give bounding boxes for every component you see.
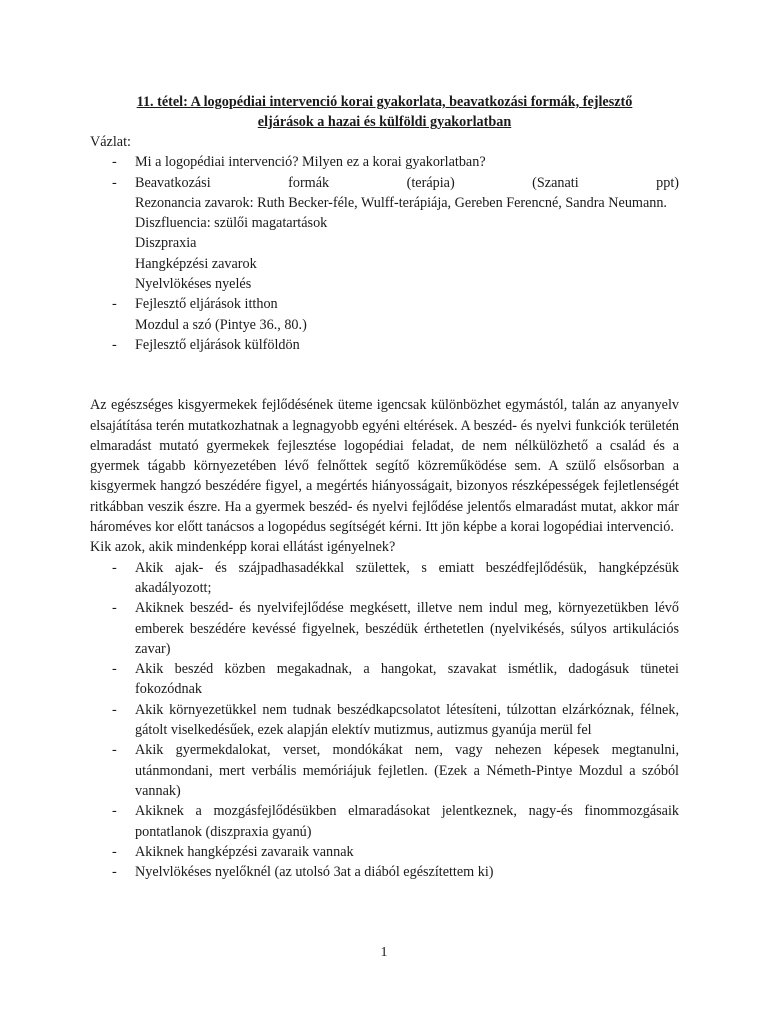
outline-subitem: Mozdul a szó (Pintye 36., 80.) (135, 316, 307, 333)
list-item: - Nyelvlökéses nyelőknél (az utolsó 3at a diából egészítettem ki) (90, 862, 679, 882)
body-paragraph: Az egészséges kisgyermekek fejlődésének üteme igencsak különbözhet egymástól, talán az anyanyelv elsajátítása terén mutatkozhatnak a legnagyobb egyéni eltérések. A beszéd- és nyelvi funkciók területén elmaradást mutató gyermekek fejlesztése logopédiai feladat, de nem nélkülözhető a család és a gyermek tágabb környezetében lévő felnőttek segítő közreműködése sem. A szülő elsősorban a kisgyermek hangzó beszédére figyel, a megértés hiányosságait, bizonyos részképességek fejletlenségét ritkábban veszik észre. Ha a gyermek beszéd- és nyelvi fejlődése jelentős elmaradást mutat, akkor már hároméves kor előtt tanácsos a logopédus segítségét kérni. Itt jön képbe a korai logopédiai intervenció. (90, 397, 679, 536)
outline-list (90, 152, 679, 355)
title-line-1: 11. tétel: A logopédiai intervenció korai gyakorlata, beavatkozási formák, fejlesztő (136, 94, 633, 110)
list-item: - Akik beszéd közben megakadnak, a hangokat, szavakat ismétlik, dadogásuk tünetei fokozódnak (90, 659, 679, 700)
list-item: - Akiknek hangképzési zavaraik vannak (90, 842, 679, 862)
outline-item (90, 294, 679, 335)
document-title (90, 92, 679, 132)
question-line: Kik azok, akik mindenképp korai ellátást igényelnek? (90, 539, 396, 556)
outline-word: Beavatkozási (135, 174, 211, 191)
outline-item (90, 335, 679, 355)
outline-heading: Vázlat: (90, 134, 131, 150)
outline-subitem: Rezonancia zavarok: Ruth Becker-féle, Wulff-terápiája, Gereben Ferencné, Sandra Neumann. (135, 194, 667, 211)
outline-item-text (135, 173, 679, 193)
early-care-list (90, 558, 679, 883)
outline-word: ppt) (656, 174, 680, 191)
blank-line (90, 355, 679, 375)
outline-subitem: Nyelvlökéses nyelés (135, 276, 252, 293)
outline-subitem: Hangképzési zavarok (135, 255, 257, 272)
outline-item-text: Mi a logopédiai intervenció? Milyen ez a korai gyakorlatban? (135, 154, 486, 171)
list-item: - Akiknek a mozgásfejlődésükben elmaradásokat jelentkeznek, nagy-és finommozgásaik pontatlanok (diszpraxia gyanú) (90, 801, 679, 842)
outline-subitem: Diszfluencia: szülői magatartások (135, 215, 328, 232)
page-number: 1 (380, 945, 388, 960)
outline-word: formák (288, 174, 330, 191)
outline-item (90, 152, 679, 172)
list-item: - Akik gyermekdalokat, verset, mondókákat nem, vagy nehezen képesek megtanulni, utánmondani, mert verbális memóriájuk fejletlen. (Ezek a Németh-Pintye Mozdul a szóból vannak) (90, 740, 679, 801)
title-line-2: eljárások a hazai és külföldi gyakorlatban (257, 114, 512, 130)
document-page (90, 92, 679, 882)
list-item: - Akiknek beszéd- és nyelvifejlődése megkésett, illetve nem indul meg, környezetükben lévő emberek beszédére kevéssé figyelnek, beszédük érthetetlen (nyelvikésés, súlyos artikulációs zavar) (90, 598, 679, 659)
outline-item-text: Fejlesztő eljárások külföldön (135, 336, 300, 353)
outline-item (90, 173, 679, 295)
blank-line (90, 375, 679, 395)
outline-subitem: Diszpraxia (135, 235, 197, 252)
outline-word: (Szanati (532, 174, 579, 191)
outline-item-text: - Fejlesztő eljárások itthon (135, 296, 278, 313)
list-item: - Akik ajak- és szájpadhasadékkal születtek, s emiatt beszédfejlődésük, hangképzésük akadályozott; (90, 558, 679, 599)
outline-word: (terápia) (406, 174, 455, 191)
list-item: - Akik környezetükkel nem tudnak beszédkapcsolatot létesíteni, túlzottan elzárkóznak, félnek, gátolt viselkedésűek, ezek alapján elektív mutizmus, autizmus gyanúja merül fel (90, 700, 679, 741)
